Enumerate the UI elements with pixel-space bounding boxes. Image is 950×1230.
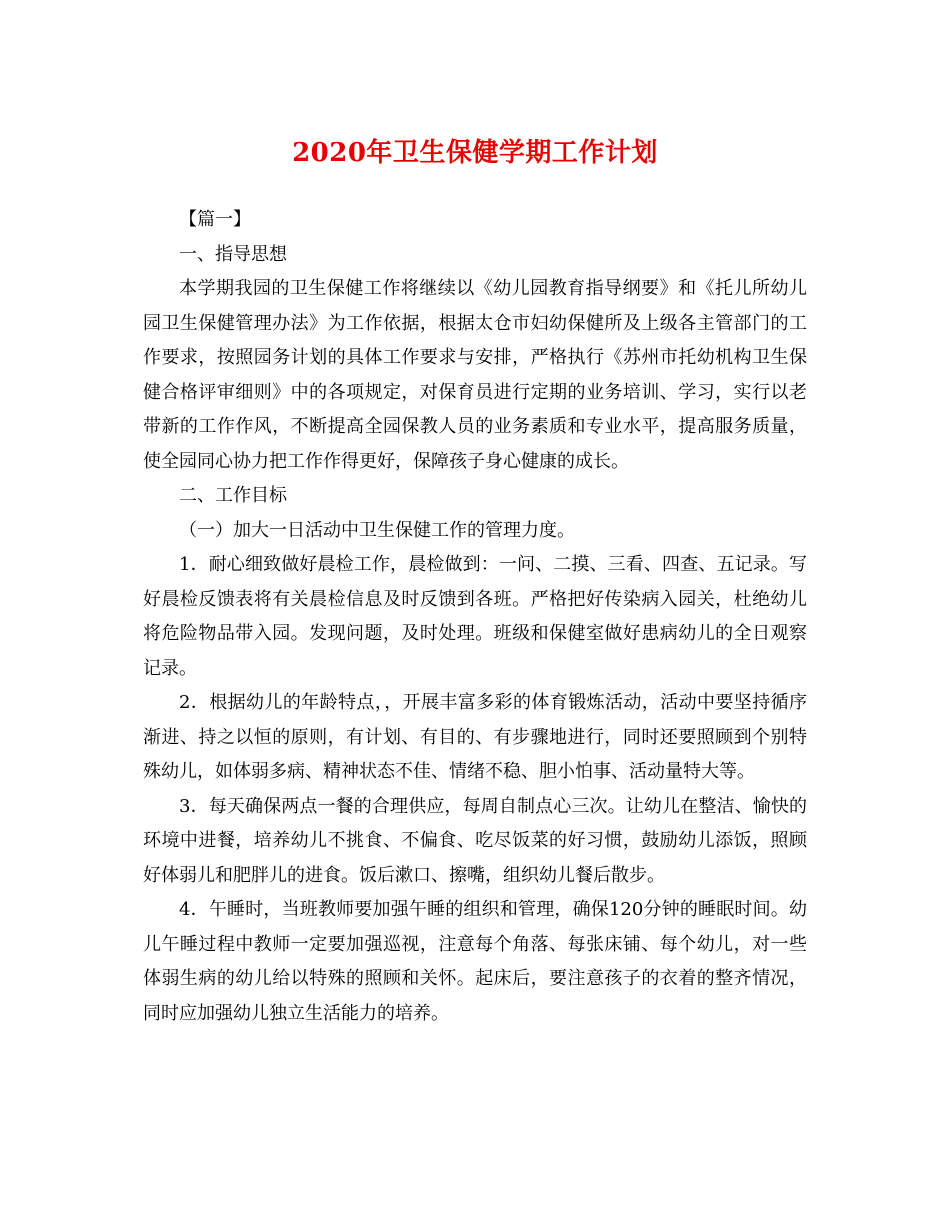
heading-guiding-ideology: 一、指导思想: [179, 243, 287, 265]
paragraph-item-1: 1．耐心细致做好晨检工作，晨检做到：一问、二摸、三看、四查、五记录。写好晨检反馈表将有关晨检信息及时反馈到各班。严格把好传染病入园关，杜绝幼儿将危险物品带入园。发现问题，及时处理。班级和保健室做好患病幼儿的全日观察记录。: [143, 554, 807, 679]
subheading-daily-management: （一）加大一日活动中卫生保健工作的管理力度。: [179, 519, 575, 541]
paragraph-guiding-ideology: 本学期我园的卫生保健工作将继续以《幼儿园教育指导纲要》和《托儿所幼儿园卫生保健管理办法》为工作依据，根据太仓市妇幼保健所及上级各主管部门的工作要求，按照园务计划的具体工作要求与安排，严格执行《苏州市托幼机构卫生保健合格评审细则》中的各项规定，对保育员进行定期的业务培训、学习，实行以老带新的工作作风，不断提高全园保教人员的业务素质和专业水平，提高服务质量，使全园同心协力把工作作得更好，保障孩子身心健康的成长。: [143, 278, 807, 472]
heading-work-goals: 二、工作目标: [179, 485, 287, 506]
section-heading-part-one: 【篇一】: [179, 209, 251, 230]
document-body: [143, 203, 807, 1031]
document-title: 2020年卫生保健学期工作计划: [292, 138, 658, 168]
paragraph-item-2: 2．根据幼儿的年龄特点，，开展丰富多彩的体育锻炼活动，活动中要坚持循序渐进、持之以恒的原则，有计划、有目的、有步骤地进行，同时还要照顾到个别特殊幼儿，如体弱多病、精神状态不佳、情绪不稳、胆小怕事、活动量特大等。: [143, 692, 807, 782]
paragraph-item-4: 4．午睡时，当班教师要加强午睡的组织和管理，确保120分钟的睡眠时间。幼儿午睡过程中教师一定要加强巡视，注意每个角落、每张床铺、每个幼儿，对一些体弱生病的幼儿给以特殊的照顾和关怀。起床后，要注意孩子的衣着的整齐情况，同时应加强幼儿独立生活能力的培养。: [143, 899, 807, 1024]
paragraph-item-3: 3．每天确保两点一餐的合理供应，每周自制点心三次。让幼儿在整洁、愉快的环境中进餐，培养幼儿不挑食、不偏食、吃尽饭菜的好习惯，鼓励幼儿添饭，照顾好体弱儿和肥胖儿的进食。饭后漱口、擦嘴，组织幼儿餐后散步。: [143, 795, 807, 886]
